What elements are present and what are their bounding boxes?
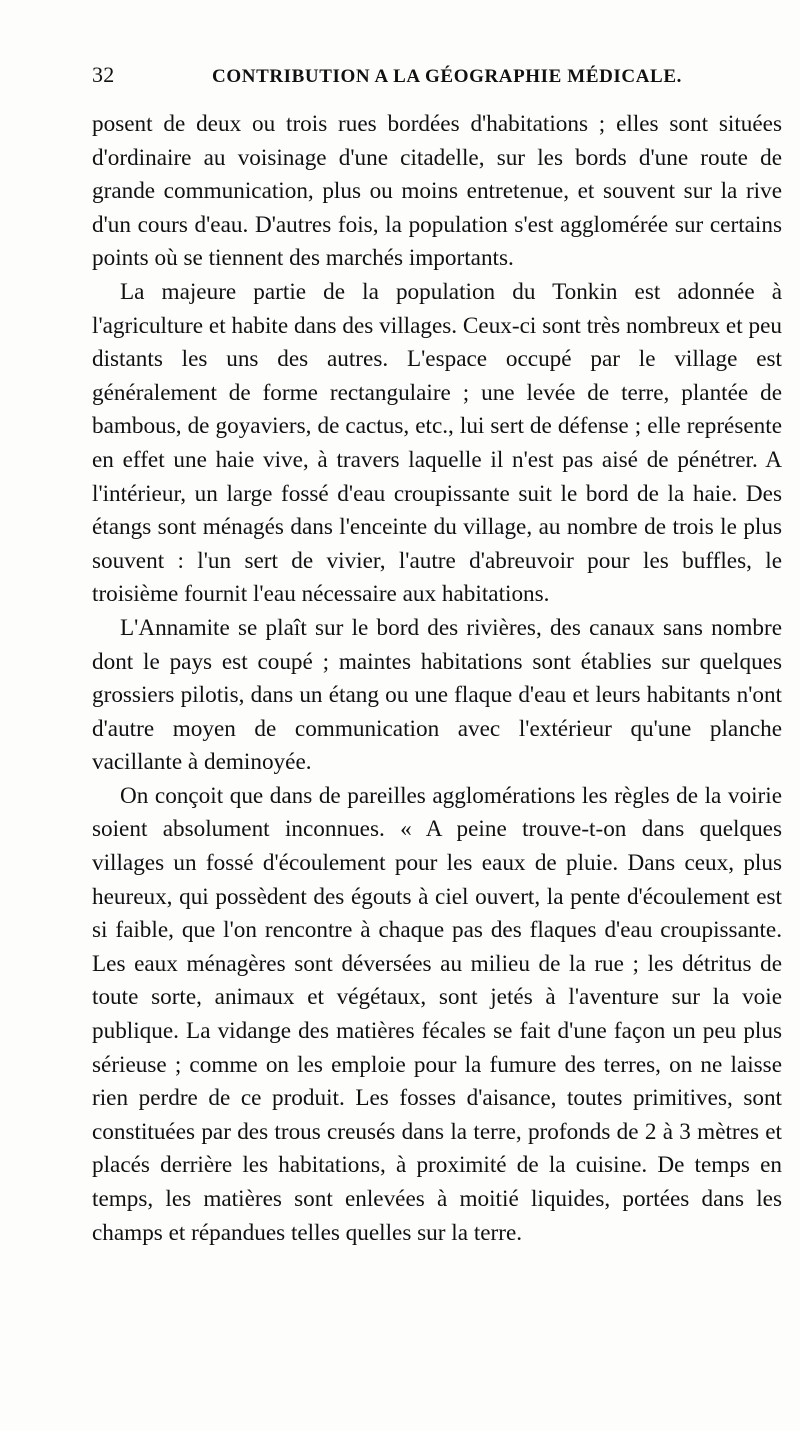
paragraph-continuation: posent de deux ou trois rues bordées d'habitations ; elles sont situées d'ordinaire au voisinage d'une citadelle, sur les bords d'une route de grande communication, plus ou moins entretenue, et souvent sur la rive d'un cours d'eau. D'autres fois, la population s'est agglomérée sur certains points où se tiennent des marchés importants. — [92, 111, 782, 272]
page-number: 32 — [92, 62, 115, 87]
page-header — [92, 62, 782, 102]
paragraph-annamite: L'Annamite se plaît sur le bord des rivières, des canaux sans nombre dont le pays est coupé ; maintes habitations sont établies sur quelques grossiers pilotis, dans un étang ou une flaque d'eau et leurs habitants n'ont d'autre moyen de communication avec l'extérieur qu'une planche vacillante à deminoyée. — [92, 614, 782, 776]
paragraph-voirie: On conçoit que dans de pareilles agglomérations les règles de la voirie soient absolument inconnues. « A peine trouve-t-on dans quelques villages un fossé d'écoulement pour les eaux de pluie. Dans ceux, plus heureux, qui possèdent des égouts à ciel ouvert, la pente d'écoulement est si faible, que l'on rencontre à chaque pas des flaques d'eau croupissante. Les eaux ménagères sont déversées au milieu de la rue ; les détritus de toute sorte, animaux et végétaux, sont jetés à l'aventure sur la voie publique. La vidange des matières fécales se fait d'une façon un peu plus sérieuse ; comme on les emploie pour la fumure des terres, on ne laisse rien perdre de ce produit. Les fosses d'aisance, toutes primitives, sont constituées par des trous creusés dans la terre, profonds de 2 à 3 mètres et placés derrière les habitations, à proximité de la cuisine. De temps en temps, les matières sont enlevées à moitié liquides, portées dans les champs et répandues telles quelles sur la terre. — [92, 782, 782, 1246]
running-title: CONTRIBUTION A LA GÉOGRAPHIE MÉDICALE. — [212, 66, 682, 87]
paragraph-villages: La majeure partie de la population du Tonkin est adonnée à l'agriculture et habite dans des villages. Ceux-ci sont très nombreux et peu distants les uns des autres. L'espace occupé par le village est généralement de forme rectangulaire ; une levée de terre, plantée de bambous, de goyaviers, de cactus, etc., lui sert de défense ; elle représente en effet une haie vive, à travers laquelle il n'est pas aisé de pénétrer. A l'intérieur, un large fossé d'eau croupissante suit le bord de la haie. Des étangs sont ménagés dans l'enceinte du village, au nombre de trois le plus souvent : l'un sert de vivier, l'autre d'abreuvoir pour les buffles, le troisième fournit l'eau nécessaire aux habitations. — [92, 278, 782, 608]
body-text — [92, 108, 782, 1250]
